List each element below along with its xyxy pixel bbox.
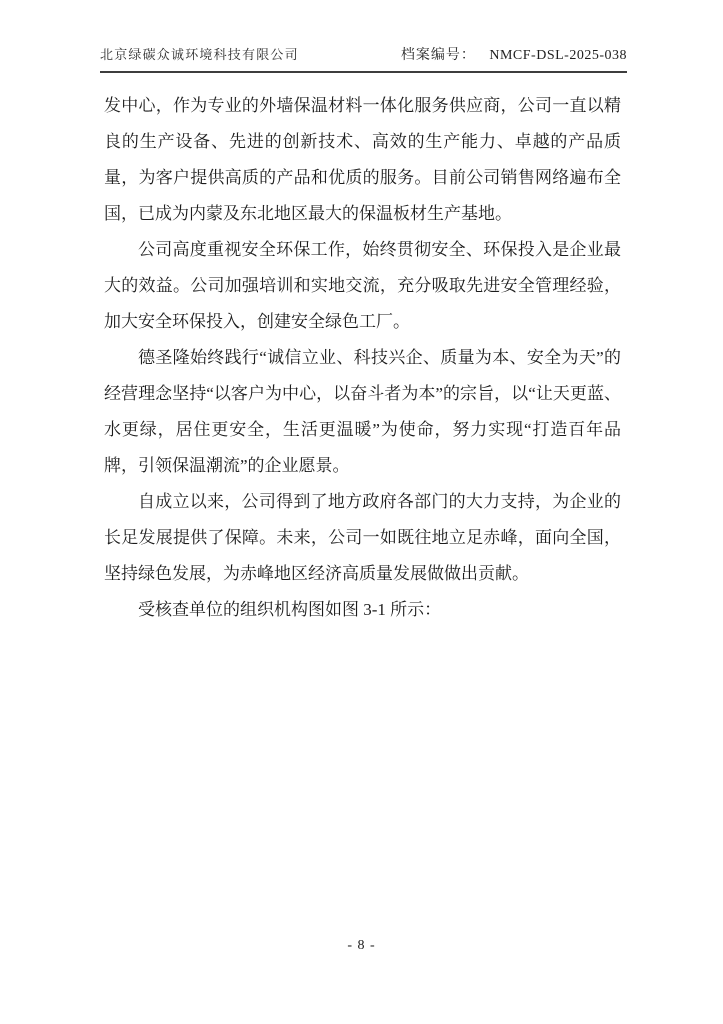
page-footer <box>0 938 723 954</box>
page-number: - 8 - <box>347 938 376 953</box>
page-header <box>100 44 627 73</box>
body-paragraph: 自成立以来，公司得到了地方政府各部门的大力支持，为企业的长足发展提供了保障。未来，公司一如既往地立足赤峰，面向全国，坚持绿色发展，为赤峰地区经济高质量发展做做出贡献。 <box>104 492 621 583</box>
archive-number-label: 档案编号： <box>400 48 476 63</box>
document-body <box>104 88 621 628</box>
body-paragraph: 发中心，作为专业的外墙保温材料一体化服务供应商，公司一直以精良的生产设备、先进的创新技术、高效的生产能力、卓越的产品质量，为客户提供高质的产品和优质的服务。目前公司销售网络遍布全国，已成为内蒙及东北地区最大的保温板材生产基地。 <box>104 96 621 223</box>
body-paragraph: 德圣隆始终践行“诚信立业、科技兴企、质量为本、安全为天”的经营理念坚持“以客户为中心，以奋斗者为本”的宗旨，以“让天更蓝、水更绿，居住更安全，生活更温暖”为使命，努力实现“打造百年品牌，引领保温潮流”的企业愿景。 <box>104 348 621 475</box>
figure-reference-paragraph: 受核查单位的组织机构图如图 3-1 所示： <box>138 600 442 619</box>
header-company-name: 北京绿碳众诚环境科技有限公司 <box>100 47 299 62</box>
header-archive-id <box>401 44 627 64</box>
archive-number-value: NMCF-DSL-2025-038 <box>489 48 627 63</box>
body-paragraph: 公司高度重视安全环保工作，始终贯彻安全、环保投入是企业最大的效益。公司加强培训和实地交流，充分吸取先进安全管理经验，加大安全环保投入，创建安全绿色工厂。 <box>104 240 621 331</box>
